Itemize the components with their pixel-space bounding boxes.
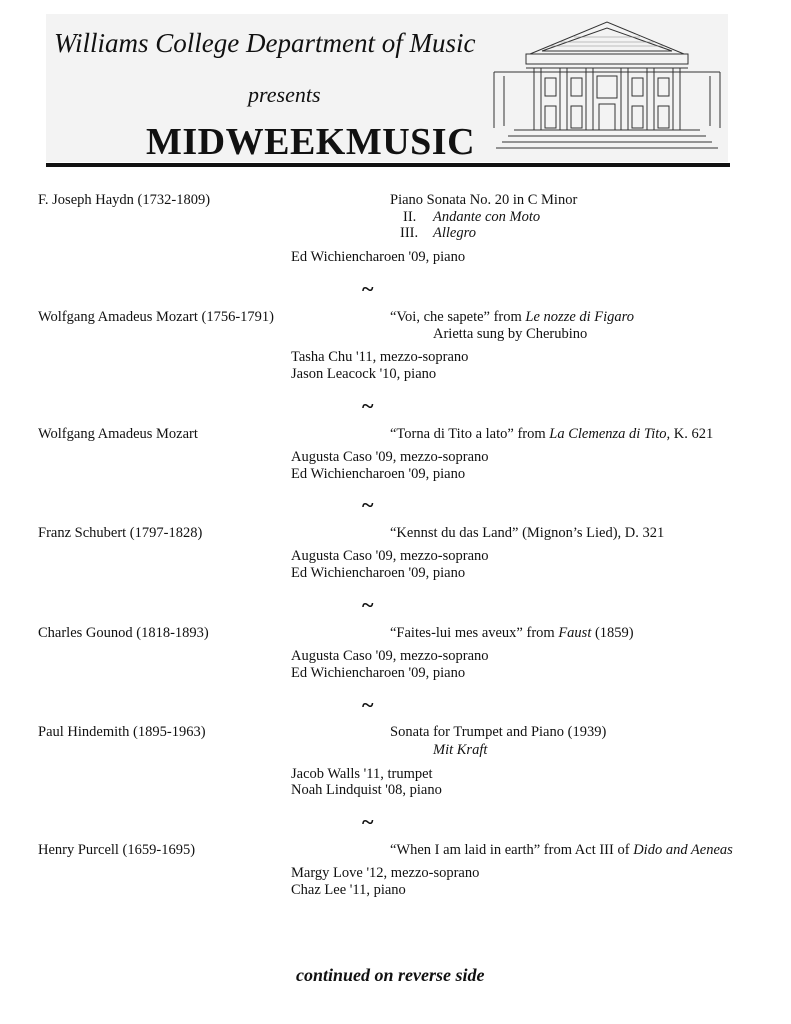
work-title: Sonata for Trumpet and Piano (1939): [390, 724, 607, 740]
performer: Augusta Caso '09, mezzo-soprano: [291, 648, 489, 664]
separator-tilde: ~: [362, 592, 374, 617]
series-title: MIDWEEKMUSIC: [146, 121, 476, 163]
movement-number: II.: [403, 209, 417, 225]
work-title: Piano Sonata No. 20 in C Minor: [390, 192, 578, 208]
separator-tilde: ~: [362, 393, 374, 418]
work-title: [390, 309, 634, 326]
work-title: [390, 426, 713, 443]
separator-tilde: ~: [362, 809, 374, 834]
separator-tilde: ~: [362, 492, 374, 517]
performer: Augusta Caso '09, mezzo-soprano: [291, 548, 489, 564]
performer: Tasha Chu '11, mezzo-soprano: [291, 349, 469, 365]
separator-tilde: ~: [362, 276, 374, 301]
work-title-plain: “Voi, che sapete” from: [390, 309, 526, 325]
tempo-marking: Mit Kraft: [433, 742, 488, 758]
composer-gounod: Charles Gounod (1818-1893): [38, 625, 209, 641]
work-title: “Kennst du das Land” (Mignon’s Lied), D. 321: [390, 525, 665, 541]
performer: Margy Love '12, mezzo-soprano: [291, 865, 480, 881]
work-subtitle: Arietta sung by Cherubino: [433, 326, 588, 342]
composer-purcell: Henry Purcell (1659-1695): [38, 842, 196, 858]
composer-mozart: Wolfgang Amadeus Mozart: [38, 426, 198, 442]
continued-note: continued on reverse side: [296, 965, 485, 985]
work-title: [390, 842, 733, 859]
work-title-italic: Faust: [558, 625, 592, 641]
movement-title: Andante con Moto: [433, 209, 541, 225]
work-title-italic: La Clemenza di Tito,: [549, 426, 671, 442]
work-title-suffix: (1859): [591, 625, 634, 641]
work-title-plain: “Faites-lui mes aveux” from: [390, 625, 559, 641]
work-title-italic: Dido and Aeneas: [633, 842, 733, 858]
composer-haydn: F. Joseph Haydn (1732-1809): [38, 192, 211, 208]
performer: Jason Leacock '10, piano: [291, 366, 437, 382]
work-title-suffix: K. 621: [670, 426, 714, 442]
work-title-italic: Le nozze di Figaro: [525, 309, 635, 325]
performer: Chaz Lee '11, piano: [291, 882, 406, 898]
performer: Ed Wichiencharoen '09, piano: [291, 565, 466, 581]
performer: Jacob Walls '11, trumpet: [291, 766, 433, 782]
composer-schubert: Franz Schubert (1797-1828): [38, 525, 203, 541]
presents-label: presents: [248, 82, 321, 107]
work-title: [390, 625, 634, 642]
chapin-hall-illustration: [490, 16, 724, 156]
work-title-plain: “When I am laid in earth” from Act III of: [390, 842, 634, 858]
department-name: Williams College Department of Music: [54, 28, 476, 58]
header-rule: [46, 163, 730, 167]
performer: Ed Wichiencharoen '09, piano: [291, 249, 466, 265]
work-title-plain: “Torna di Tito a lato” from: [390, 426, 550, 442]
performer: Ed Wichiencharoen '09, piano: [291, 665, 466, 681]
movement-number: III.: [400, 225, 419, 241]
performer: Ed Wichiencharoen '09, piano: [291, 466, 466, 482]
movement-title: Allegro: [433, 225, 476, 241]
performer: Augusta Caso '09, mezzo-soprano: [291, 449, 489, 465]
composer-mozart: Wolfgang Amadeus Mozart (1756-1791): [38, 309, 275, 325]
composer-hindemith: Paul Hindemith (1895-1963): [38, 724, 206, 740]
performer: Noah Lindquist '08, piano: [291, 782, 442, 798]
separator-tilde: ~: [362, 692, 374, 717]
